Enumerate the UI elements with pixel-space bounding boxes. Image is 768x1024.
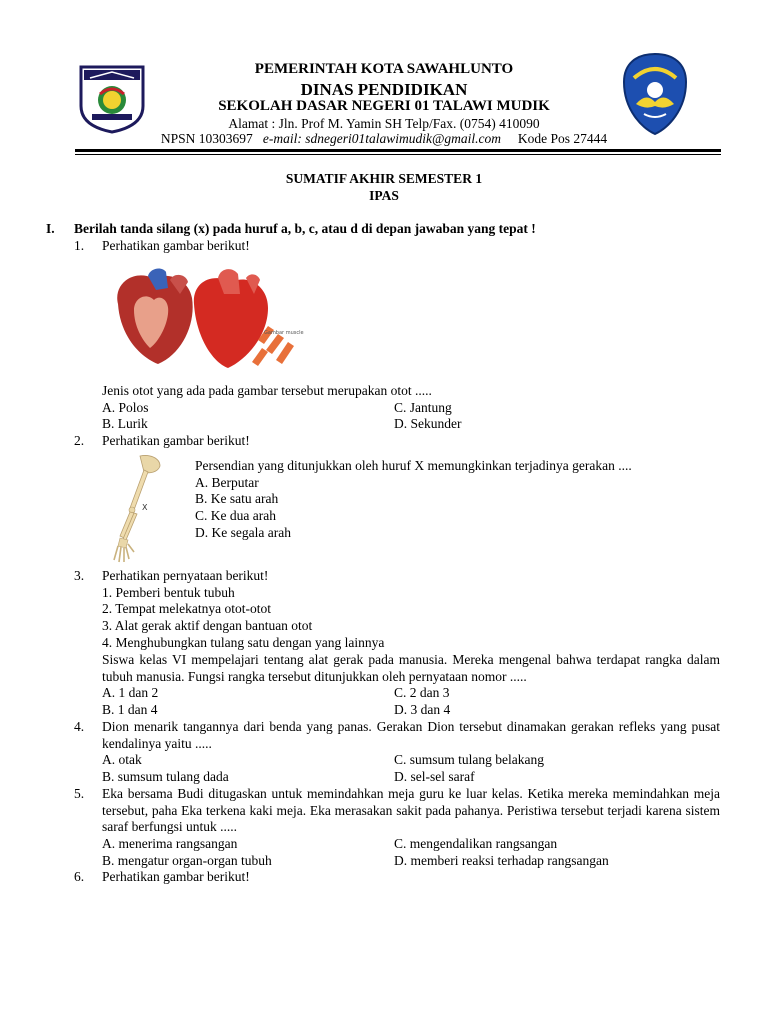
q1-option-b[interactable]: B. Lurik	[102, 416, 148, 431]
q3-number: 3.	[74, 568, 85, 583]
q2-number: 2.	[74, 433, 85, 448]
q2-stem: Persendian yang ditunjukkan oleh huruf X memungkinkan terjadinya gerakan ....	[195, 458, 632, 473]
q5-option-c[interactable]: C. mengendalikan rangsangan	[394, 836, 558, 851]
q3-option-d[interactable]: D. 3 dan 4	[394, 702, 451, 717]
q5-option-a[interactable]: A. menerima rangsangan	[102, 836, 238, 851]
q5-option-d[interactable]: D. memberi reaksi terhadap rangsangan	[394, 853, 609, 868]
q6-number: 6.	[74, 869, 85, 884]
q3-option-a[interactable]: A. 1 dan 2	[102, 685, 159, 700]
q2-option-b[interactable]: B. Ke satu arah	[195, 491, 279, 506]
q3-stem: Siswa kelas VI mempelajari tentang alat gerak pada manusia. Mereka mengenal bahwa terdapat rangka dalam tubuh manusia. Fungsi rangka tersebut ditunjukkan oleh pernyataan nomor .....	[102, 652, 720, 684]
q5-option-b[interactable]: B. mengatur organ-organ tubuh	[102, 853, 272, 868]
q1-option-a[interactable]: A. Polos	[102, 400, 149, 415]
q6-prompt: Perhatikan gambar berikut!	[102, 869, 250, 884]
q4-number: 4.	[74, 719, 85, 734]
q3-statement-1: 1. Pemberi bentuk tubuh	[102, 585, 235, 600]
heart-muscle-image	[108, 264, 304, 374]
q1-option-c[interactable]: C. Jantung	[394, 400, 452, 415]
q3-prompt: Perhatikan pernyataan berikut!	[102, 568, 269, 583]
joint-marker-x: X	[142, 503, 148, 512]
header-address: Alamat : Jln. Prof M. Yamin SH Telp/Fax. (0754) 410090	[228, 116, 540, 131]
heart-image-caption: Gambar muscle	[264, 330, 304, 336]
exam-title: SUMATIF AKHIR SEMESTER 1	[285, 171, 483, 186]
q2-prompt: Perhatikan gambar berikut!	[102, 433, 250, 448]
section-instruction: Berilah tanda silang (x) pada huruf a, b, c, atau d di depan jawaban yang tepat !	[74, 221, 536, 236]
q2-option-a[interactable]: A. Berputar	[195, 475, 259, 490]
header-divider-thin	[75, 154, 721, 155]
q1-number: 1.	[74, 238, 85, 253]
header-npsn: NPSN 10303697	[160, 131, 253, 146]
q1-option-d[interactable]: D. Sekunder	[394, 416, 462, 431]
q4-option-d[interactable]: D. sel-sel saraf	[394, 769, 475, 784]
q3-statement-2: 2. Tempat melekatnya otot-otot	[102, 601, 272, 616]
q2-option-d[interactable]: D. Ke segala arah	[195, 525, 291, 540]
q4-option-b[interactable]: B. sumsum tulang dada	[102, 769, 229, 784]
q4-option-a[interactable]: A. otak	[102, 752, 142, 767]
q5-number: 5.	[74, 786, 85, 801]
q2-option-c[interactable]: C. Ke dua arah	[195, 508, 276, 523]
header-email: e-mail: sdnegeri01talawimudik@gmail.com	[262, 131, 501, 146]
header-postal-code: Kode Pos 27444	[517, 131, 608, 146]
arm-skeleton-image	[104, 452, 168, 564]
header-school: SEKOLAH DASAR NEGERI 01 TALAWI MUDIK	[218, 98, 550, 114]
q3-option-b[interactable]: B. 1 dan 4	[102, 702, 158, 717]
q4-option-c[interactable]: C. sumsum tulang belakang	[394, 752, 544, 767]
header-contact	[0, 131, 768, 147]
header-department: DINAS PENDIDIKAN	[300, 80, 468, 99]
q3-option-c[interactable]: C. 2 dan 3	[394, 685, 450, 700]
q1-stem: Jenis otot yang ada pada gambar tersebut merupakan otot .....	[102, 383, 432, 398]
q3-statement-4: 4. Menghubungkan tulang satu dengan yang lainnya	[102, 635, 385, 650]
q1-prompt: Perhatikan gambar berikut!	[102, 238, 250, 253]
q3-statement-3: 3. Alat gerak aktif dengan bantuan otot	[102, 618, 313, 633]
header-divider-thick	[75, 149, 721, 152]
q4-stem: Dion menarik tangannya dari benda yang panas. Gerakan Dion tersebut dinamakan gerakan refleks yang pusat kendalinya yaitu .....	[102, 719, 720, 751]
q5-stem: Eka bersama Budi ditugaskan untuk memindahkan meja guru ke luar kelas. Ketika mereka memindahkan meja tersebut, paha Eka terkena kaki meja. Eka merasakan sakit pada pahanya. Peristiwa tersebut terjadi karena sistem saraf berfungsi untuk .....	[102, 786, 720, 835]
header-government: PEMERINTAH KOTA SAWAHLUNTO	[254, 61, 514, 77]
section-number: I.	[46, 221, 55, 236]
exam-subject: IPAS	[369, 188, 399, 203]
